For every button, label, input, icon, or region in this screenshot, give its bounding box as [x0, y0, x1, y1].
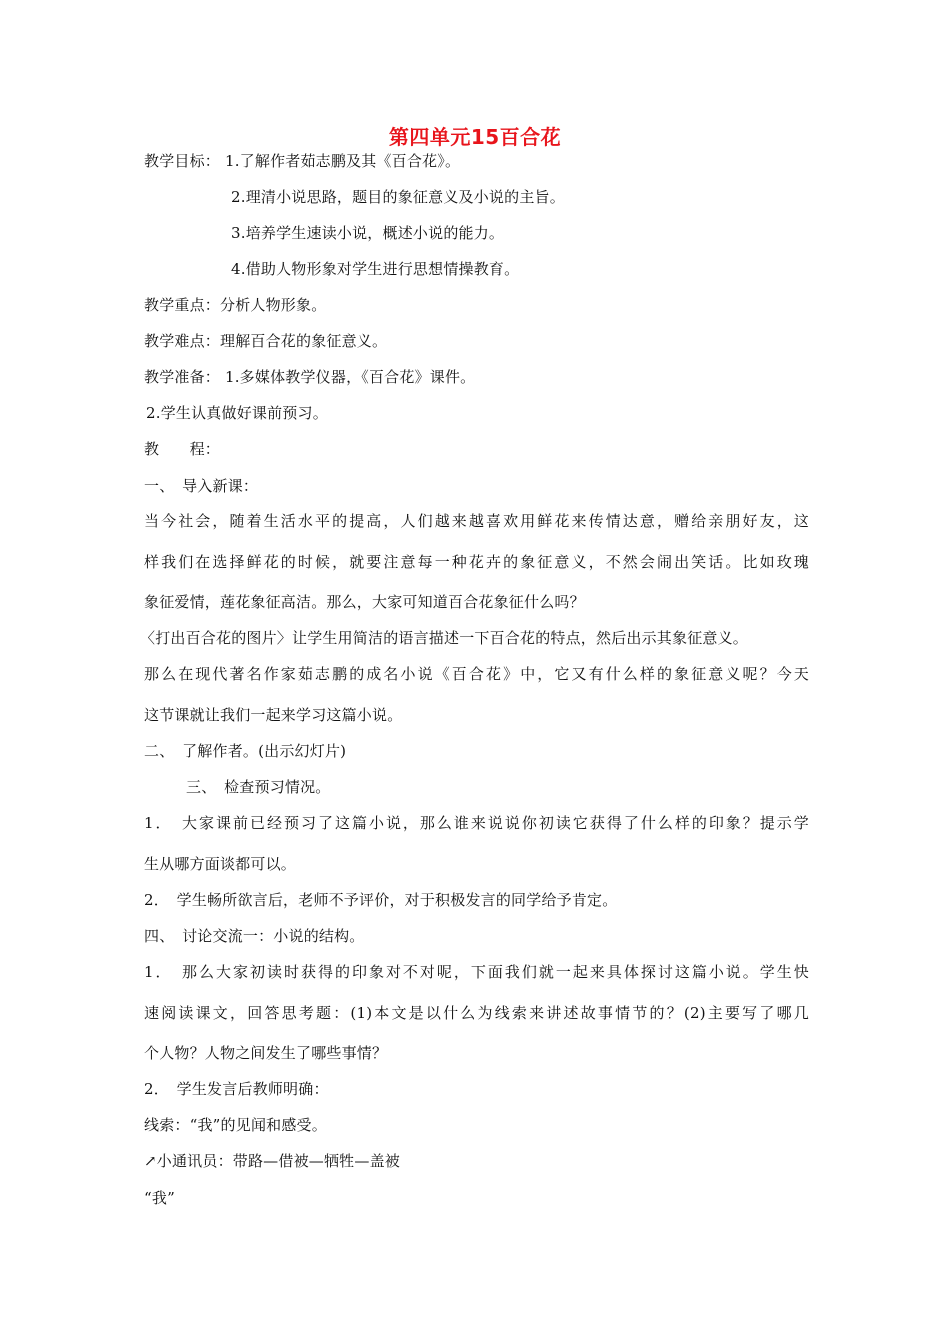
intro-paragraph-line-6: 这节课就让我们一起来学习这篇小说。 [144, 706, 403, 724]
section-three-heading: 三、 检查预习情况。 [186, 778, 331, 796]
preview-item-1-line-1: 1． 大家课前已经预习了这篇小说，那么谁来说说你初读它获得了什么样的印象？提示学 [144, 814, 809, 832]
preview-item-2: 2． 学生畅所欲言后，老师不予评价，对于积极发言的同学给予肯定。 [144, 891, 618, 909]
discussion-item-2: 2． 学生发言后教师明确： [144, 1080, 329, 1098]
messenger-events-line: ↗小通讯员：带路—借被—牺牲—盖被 [144, 1152, 400, 1170]
narrator-line: “我” [144, 1189, 175, 1207]
discussion-item-1-line-3: 个人物？人物之间发生了哪些事情？ [144, 1044, 388, 1062]
objective-line-2: 2.理清小说思路，题目的象征意义及小说的主旨。 [231, 188, 565, 206]
objective-line-3: 3.培养学生速读小说，概述小说的能力。 [231, 224, 505, 242]
section-two-heading: 二、 了解作者。(出示幻灯片) [144, 742, 347, 760]
document-title: 第四单元15百合花 [388, 125, 562, 149]
intro-paragraph-line-1: 当今社会，随着生活水平的提高，人们越来越喜欢用鲜花来传情达意，赠给亲朋好友，这 [144, 512, 809, 530]
objective-line-1: 教学目标： 1.了解作者茹志鹏及其《百合花》。 [144, 152, 461, 170]
difficulty-line: 教学难点：理解百合花的象征意义。 [144, 332, 388, 350]
intro-paragraph-line-4: 〈打出百合花的图片〉让学生用简洁的语言描述一下百合花的特点，然后出示其象征意义。 [140, 629, 749, 647]
intro-paragraph-line-3: 象征爱情，莲花象征高洁。那么，大家可知道百合花象征什么吗？ [144, 593, 585, 611]
preparation-line-1: 教学准备： 1.多媒体教学仪器，《百合花》课件。 [144, 368, 476, 386]
intro-paragraph-line-2: 样我们在选择鲜花的时候，就要注意每一种花卉的象征意义，不然会闹出笑话。比如玫瑰 [144, 553, 809, 571]
process-heading: 教 程： [144, 440, 221, 458]
objective-line-4: 4.借助人物形象对学生进行思想情操教育。 [231, 260, 520, 278]
intro-paragraph-line-5: 那么在现代著名作家茹志鹏的成名小说《百合花》中，它又有什么样的象征意义呢？今天 [144, 665, 809, 683]
key-point-line: 教学重点：分析人物形象。 [144, 296, 327, 314]
section-one-heading: 一、 导入新课： [144, 477, 259, 495]
preparation-line-2: 2.学生认真做好课前预习。 [146, 404, 328, 422]
section-four-heading: 四、 讨论交流一：小说的结构。 [144, 927, 365, 945]
discussion-item-1-line-2: 速阅读课文，回答思考题：(1)本文是以什么为线索来讲述故事情节的？(2)主要写了哪几 [144, 1004, 809, 1022]
clue-line: 线索：“我”的见闻和感受。 [144, 1116, 327, 1134]
discussion-item-1-line-1: 1． 那么大家初读时获得的印象对不对呢，下面我们就一起来具体探讨这篇小说。学生快 [144, 963, 809, 981]
preview-item-1-line-2: 生从哪方面谈都可以。 [144, 855, 297, 873]
